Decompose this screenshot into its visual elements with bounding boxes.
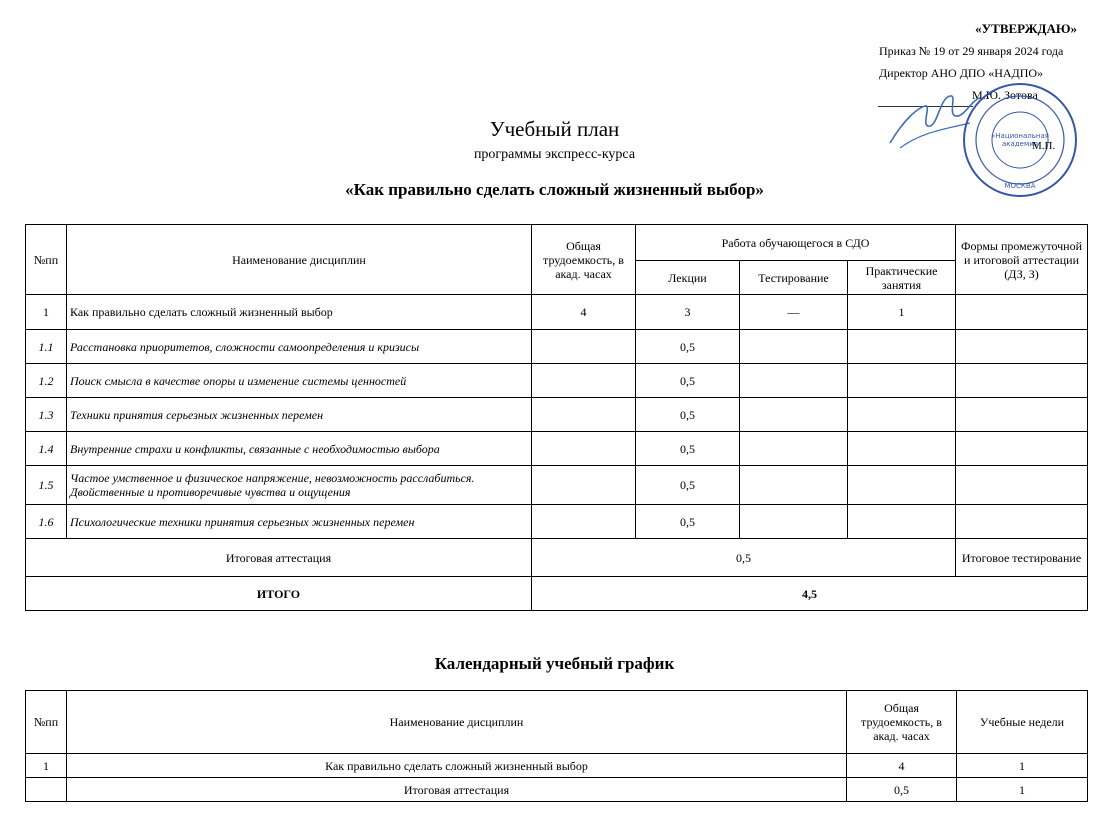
calendar-table: №пп Наименование дисциплин Общая трудоемкость, в акад. часах Учебные недели 1 Как правильно сделать сложный жизненный выбор 4 1 Итоговая аттестация 0,5 1 bbox=[25, 690, 1088, 802]
table-row: 1.2 Поиск смысла в качестве опоры и изменение системы ценностей 0,5 bbox=[26, 364, 1088, 398]
approval-director: Директор АНО ДПО «НАДПО» bbox=[879, 66, 1044, 80]
header-work: Работа обучающегося в СДО bbox=[636, 225, 956, 261]
table-row: 1.5 Частое умственное и физическое напряжение, невозможность расслабиться. Двойственные и противоречивые чувства и ощущения 0,5 bbox=[26, 466, 1088, 505]
final-attestation-row: Итоговая аттестация 0,5 Итоговое тестирование bbox=[26, 539, 1088, 577]
table-row: 1 Как правильно сделать сложный жизненный выбор 4 1 bbox=[26, 754, 1088, 778]
page-title: Учебный план bbox=[489, 117, 620, 141]
approval-name: М.Ю. Зотова bbox=[972, 88, 1038, 102]
header-testing: Тестирование bbox=[740, 261, 848, 295]
table-row: 1.3 Техники принятия серьезных жизненных перемен 0,5 bbox=[26, 398, 1088, 432]
calendar-title: Календарный учебный график bbox=[434, 654, 675, 673]
table-row: 1.4 Внутренние страхи и конфликты, связанные с необходимостью выбора 0,5 bbox=[26, 432, 1088, 466]
header-hours: Общая трудоемкость, в акад. часах bbox=[532, 225, 636, 295]
approval-block bbox=[862, 18, 1102, 102]
table-row: Итоговая аттестация 0,5 1 bbox=[26, 778, 1088, 802]
stamp-mp-label: М.П. bbox=[1032, 140, 1056, 152]
table-row: 1.1 Расстановка приоритетов, сложности самоопределения и кризисы 0,5 bbox=[26, 330, 1088, 364]
header-lectures: Лекции bbox=[636, 261, 740, 295]
approval-title: «УТВЕРЖДАЮ» bbox=[975, 21, 1077, 36]
approval-order: Приказ № 19 от 29 января 2024 года bbox=[879, 44, 1064, 58]
page-subtitle: программы экспресс-курса bbox=[473, 147, 636, 162]
course-title: «Как правильно сделать сложный жизненный выбор» bbox=[345, 180, 764, 199]
header-forms: Формы промежуточной и итоговой аттестации (ДЗ, З) bbox=[956, 225, 1088, 295]
curriculum-table bbox=[25, 224, 1088, 611]
svg-text:академия: академия bbox=[1002, 140, 1038, 148]
discipline-name: Как правильно сделать сложный жизненный выбор bbox=[67, 295, 532, 330]
table-row: 1 Как правильно сделать сложный жизненный выбор 4 3 — 1 bbox=[26, 295, 1088, 330]
svg-text:«Национальная: «Национальная bbox=[991, 132, 1049, 140]
header-name: Наименование дисциплин bbox=[67, 225, 532, 295]
header-num: №пп bbox=[26, 225, 67, 295]
svg-text:МОСКВА: МОСКВА bbox=[1004, 182, 1036, 190]
header-practice: Практические занятия bbox=[848, 261, 956, 295]
table-row: 1.6 Психологические техники принятия серьезных жизненных перемен 0,5 bbox=[26, 505, 1088, 539]
total-row: ИТОГО 4,5 bbox=[26, 577, 1088, 611]
